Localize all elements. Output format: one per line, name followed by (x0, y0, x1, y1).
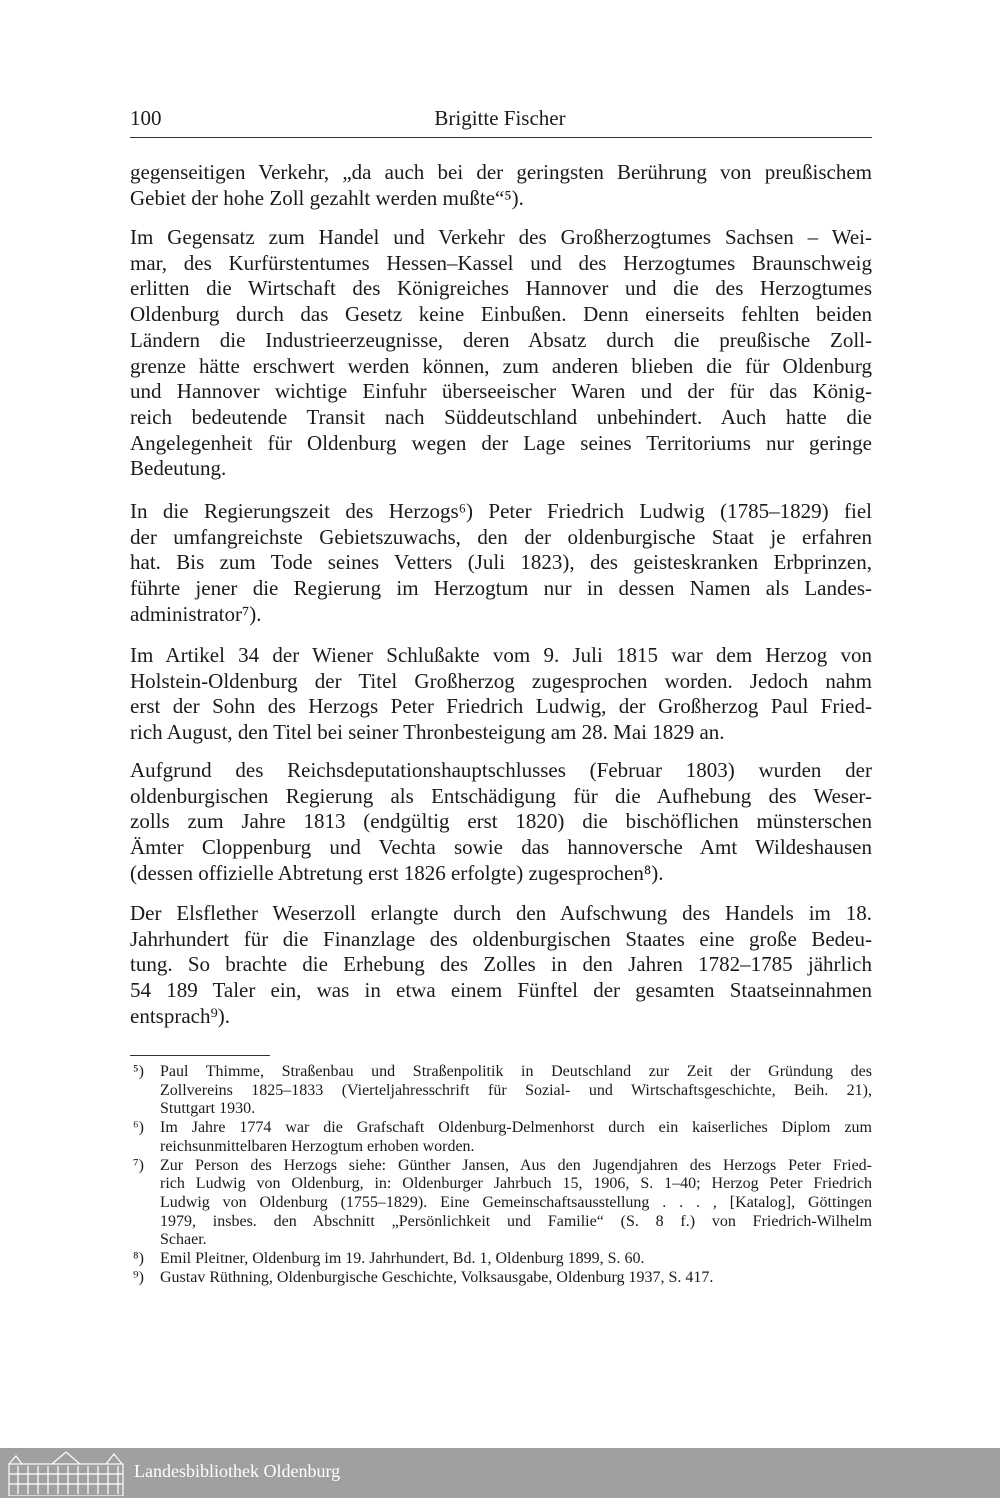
footnote-line: Zollvereins 1825–1833 (Vierteljahresschrift für Sozial- und Wirtschaftsgeschichte, Beih. 21), (160, 1081, 872, 1099)
text-line: mar, des Kurfürstentumes Hessen–Kassel und des Herzogtumes Braunschweig (130, 250, 872, 275)
text-line: und Hannover wichtige Einfuhr überseeischer Waren und der für das König- (130, 379, 872, 404)
text-line: Jahrhundert für die Finanzlage des oldenburgischen Staates eine große Bedeu- (130, 926, 872, 951)
footnote (130, 1063, 872, 1119)
footnote-line: reichsunmittelbaren Herzogtum erhoben worden. (160, 1137, 475, 1155)
footnote (130, 1157, 872, 1251)
text-line: Der Elsflether Weserzoll erlangte durch den Aufschwung des Handels im 18. (130, 901, 872, 925)
text-line: Holstein-Oldenburg der Titel Großherzog zugesprochen worden. Jedoch nahm (130, 668, 872, 693)
footnote-line: Zur Person des Herzogs siehe: Günther Jansen, Aus den Jugendjahren des Herzogs Peter Fried- (160, 1156, 872, 1174)
footnote-marker: ⁹) (133, 1268, 144, 1286)
footnote-line: Im Jahre 1774 war die Grafschaft Oldenburg-Delmenhorst durch ein kaiserliches Diplom zum (160, 1119, 872, 1137)
text-line: rich August, den Titel bei seiner Thronbesteigung am 28. Mai 1829 an. (130, 720, 725, 745)
footnote-marker: ⁷) (133, 1156, 144, 1174)
page-number: 100 (130, 106, 162, 130)
footnote-marker: ⁸) (133, 1250, 144, 1268)
paragraph (130, 758, 872, 887)
footnote-line: Ludwig von Oldenburg (1755–1829). Eine Gemeinschaftsausstellung . . . , [Katalog], Göttingen (160, 1193, 872, 1211)
library-name: Landesbibliothek Oldenburg (134, 1461, 341, 1481)
text-line: reich bedeutende Transit nach Süddeutschland unbehindert. Auch hatte die (130, 404, 872, 429)
footnote-line: Paul Thimme, Straßenbau und Straßenpolitik in Deutschland zur Zeit der Gründung des (160, 1063, 872, 1080)
footnote-line: Schaer. (160, 1231, 207, 1249)
text-line: Im Artikel 34 der Wiener Schlußakte vom 9. Juli 1815 war dem Herzog von (130, 643, 872, 667)
text-line: Aufgrund des Reichsdeputationshauptschlusses (Februar 1803) wurden der (130, 758, 872, 782)
text-line: 54 189 Taler ein, was in etwa einem Fünftel der gesamten Staatseinnahmen (130, 978, 872, 1003)
paragraph (130, 499, 872, 628)
text-line: (dessen offizielle Abtretung erst 1826 erfolgte) zugesprochen⁸). (130, 860, 664, 885)
footnote-marker: ⁵) (133, 1063, 144, 1080)
library-footer-bar (0, 1448, 1000, 1498)
text-line: Im Gegensatz zum Handel und Verkehr des Großherzogtumes Sachsen – Wei- (130, 225, 872, 249)
footnote (130, 1250, 872, 1269)
text-line: der umfangreichste Gebietszuwachs, den der oldenburgische Staat je erfahren (130, 524, 872, 549)
text-line: Bedeutung. (130, 456, 227, 481)
text-line: Ländern die Industrieerzeugnisse, deren Absatz durch die preußische Zoll- (130, 327, 872, 352)
text-line: In die Regierungszeit des Herzogs⁶) Peter Friedrich Ludwig (1785–1829) fiel (130, 499, 872, 523)
text-line: entsprach⁹). (130, 1003, 231, 1028)
text-line: Angelegenheit für Oldenburg wegen der Lage seines Territoriums nur geringe (130, 430, 872, 455)
paragraph (130, 901, 872, 1030)
footnote-line: Gustav Rüthning, Oldenburgische Geschichte, Volksausgabe, Oldenburg 1937, S. 417. (160, 1268, 714, 1286)
text-line: erlitten die Wirtschaft des Königreiches Hannover und die des Herzogtumes (130, 276, 872, 301)
running-header-author: Brigitte Fischer (434, 106, 566, 130)
footnote (130, 1269, 872, 1288)
text-line: administrator⁷). (130, 601, 262, 626)
footnotes (130, 1063, 872, 1287)
text-line: Ämter Cloppenburg und Vechta sowie das hannoversche Amt Wildeshausen (130, 835, 872, 860)
text-line: zolls zum Jahre 1813 (endgültig erst 1820) die bischöflichen münsterschen (130, 809, 872, 834)
library-building-logo-icon (6, 1450, 126, 1496)
text-line: grenze hätte erschwert werden können, zum anderen blieben die für Oldenburg (130, 353, 872, 378)
text-line: gegenseitigen Verkehr, „da auch bei der geringsten Berührung von preußischem (130, 160, 872, 184)
footnote-marker: ⁶) (133, 1119, 144, 1137)
text-line: tung. So brachte die Erhebung des Zolles in den Jahren 1782–1785 jährlich (130, 952, 872, 977)
text-line: oldenburgischen Regierung als Entschädigung für die Aufhebung des Weser- (130, 783, 872, 808)
text-line: erst der Sohn des Herzogs Peter Friedrich Ludwig, der Großherzog Paul Fried- (130, 694, 872, 719)
footnote-line: 1979, insbes. den Abschnitt „Persönlichkeit und Familie“ (S. 8 f.) von Friedrich-Wilhelm (160, 1212, 872, 1230)
footnote-line: Emil Pleitner, Oldenburg im 19. Jahrhundert, Bd. 1, Oldenburg 1899, S. 60. (160, 1250, 645, 1268)
footnote (130, 1119, 872, 1156)
paragraph (130, 160, 872, 211)
footnote-rule (130, 1055, 270, 1056)
footnote-line: Stuttgart 1930. (160, 1100, 256, 1118)
footnote-line: rich Ludwig von Oldenburg, in: Oldenburger Jahrbuch 15, 1906, S. 1–40; Herzog Peter Friedrich (160, 1175, 872, 1193)
text-line: Gebiet der hohe Zoll gezahlt werden mußte“⁵). (130, 185, 524, 210)
text-line: Oldenburg durch das Gesetz keine Einbußen. Denn einerseits fehlten beiden (130, 302, 872, 327)
header-rule (130, 137, 872, 138)
paragraph (130, 643, 872, 746)
text-line: führte jener die Regierung im Herzogtum nur in dessen Namen als Landes- (130, 576, 872, 601)
text-line: hat. Bis zum Tode seines Vetters (Juli 1823), des geisteskranken Erbprinzen, (130, 550, 872, 575)
paragraph (130, 225, 872, 482)
